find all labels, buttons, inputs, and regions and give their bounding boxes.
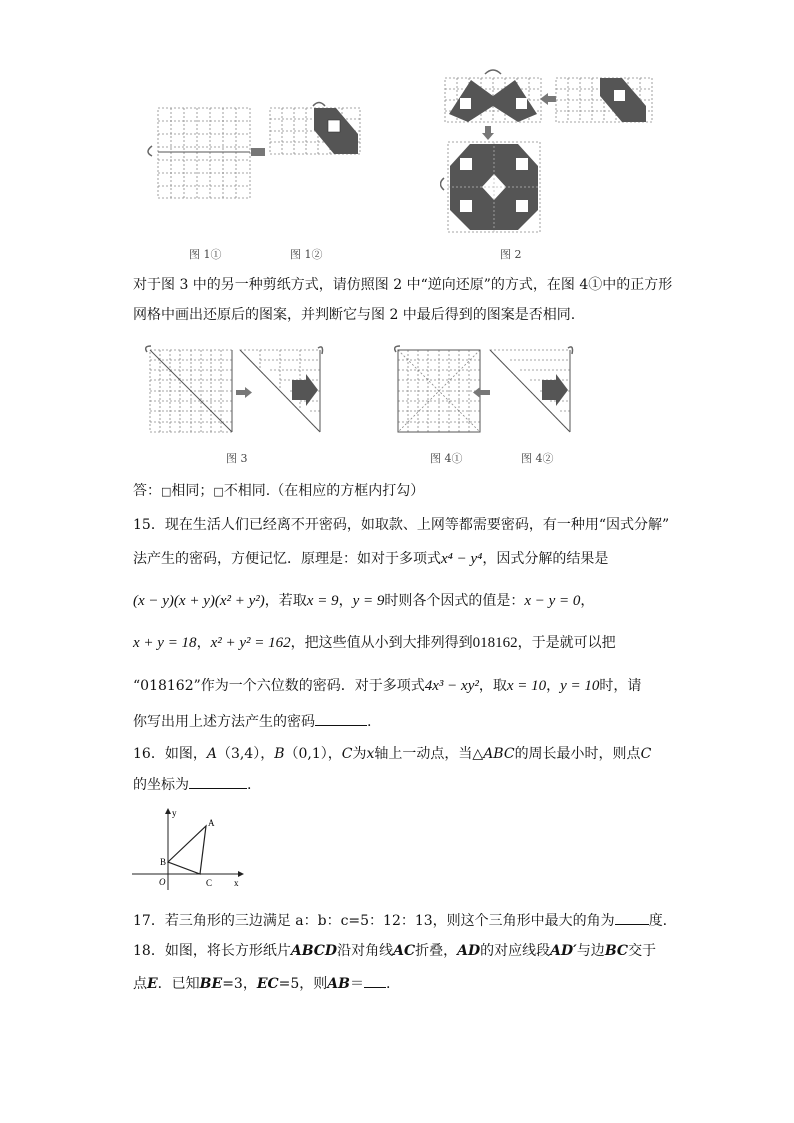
point-label: B — [274, 746, 285, 762]
q18-line-2 — [133, 973, 390, 994]
q17-text: 度. — [648, 913, 668, 929]
q16-text: 的坐标为 — [133, 777, 189, 793]
q18-text: 折叠， — [415, 943, 458, 959]
math-label: ABCD — [290, 943, 338, 959]
answer-blank[interactable] — [615, 910, 649, 925]
q18-text: 与边 — [576, 943, 605, 959]
point-label: C — [341, 746, 353, 762]
q18-text: 的对应线段 — [480, 943, 551, 959]
triangle-label: ABC — [483, 746, 515, 762]
caption-figure-2: 图 2 — [500, 248, 522, 261]
q18-text: 18．如图，将长方形纸片 — [133, 943, 291, 959]
q18-text: . — [386, 976, 391, 992]
q15-line-5 — [133, 676, 641, 696]
math-label: BE — [199, 976, 223, 992]
q15-text: ， — [338, 593, 353, 609]
answer-blank[interactable] — [315, 711, 367, 726]
math-expression: 4x³ − xy² — [424, 678, 479, 694]
q14-answer — [133, 481, 424, 502]
q17-text: 17．若三角形的三边满足 a：b：c=5：12：13，则这个三角形中最大的角为 — [133, 913, 615, 929]
x-axis-label: x — [234, 878, 239, 888]
q16-text: （3,4）， — [216, 746, 275, 762]
q16-text: 为 — [352, 746, 367, 762]
option-same: 相同； — [171, 483, 214, 499]
caption-figure-1-1: 图 1① — [189, 248, 222, 261]
math-expression: x⁴ − y⁴ — [441, 551, 483, 567]
point-label: A — [206, 746, 217, 762]
q16-line-2 — [133, 774, 251, 795]
math-expression: x² + y² = 162 — [210, 635, 291, 651]
math-label: AD — [457, 943, 481, 959]
math-label: E — [147, 976, 158, 992]
checkbox-different[interactable]: □ — [213, 485, 224, 498]
math-label: EC — [256, 976, 279, 992]
math-expression: x = 9 — [306, 593, 339, 609]
math-expression: (x − y)(x + y)(x² + y²) — [133, 593, 265, 609]
q15-text: ， — [580, 593, 595, 609]
math-label: AD′ — [550, 943, 577, 959]
q15-line-4 — [133, 633, 616, 653]
q16-text: 的周长最小时，则点 — [514, 746, 641, 762]
math-expression: x = 10 — [506, 678, 547, 694]
answer-blank[interactable] — [189, 774, 247, 789]
arrow-right-icon — [251, 148, 265, 156]
q15-text: ， — [546, 678, 561, 694]
answer-prefix: 答： — [133, 483, 161, 499]
q16-line-1 — [133, 744, 651, 764]
q15-text: 时，请 — [599, 678, 642, 694]
q15-text: ， — [196, 635, 211, 651]
y-axis-label: y — [172, 808, 177, 818]
figure-3 — [140, 344, 340, 436]
q18-text: 点 — [133, 976, 147, 992]
q18-line-1 — [133, 941, 656, 961]
figure-2 — [440, 66, 660, 236]
math-expression: x − y = 0 — [524, 593, 581, 609]
math-label: AB — [327, 976, 350, 992]
option-different: 不相同.（在相应的方框内打勾） — [223, 483, 425, 499]
q15-text: ，取 — [478, 678, 507, 694]
q15-line-2 — [133, 549, 608, 569]
math-expression: y = 9 — [352, 593, 385, 609]
q18-text: =5，则 — [278, 976, 328, 992]
caption-figure-1-2: 图 1② — [290, 248, 323, 261]
q15-text: ，因式分解的结果是 — [482, 551, 609, 567]
q15-text: . — [367, 714, 372, 730]
answer-blank[interactable] — [364, 973, 386, 988]
q15-line-1: 15．现在生活人们已经离不开密码，如取款、上网等都需要密码，有一种用“因式分解” — [133, 517, 670, 533]
figure-4 — [392, 344, 592, 436]
point-label: C — [640, 746, 652, 762]
q15-text: 时则各个因式的值是： — [384, 593, 525, 609]
q18-text: 沿对角线 — [337, 943, 394, 959]
origin-label: O — [159, 877, 166, 887]
q18-text: =3， — [222, 976, 257, 992]
q15-text: ，把这些值从小到大排列得到 — [290, 635, 473, 651]
math-number: 018162 — [472, 635, 518, 651]
q16-text: . — [247, 777, 252, 793]
figure-1-1 — [140, 100, 260, 205]
q18-text: ＝ — [350, 976, 364, 992]
label-c: C — [206, 878, 213, 888]
math-label: BC — [604, 943, 629, 959]
figure-1-2 — [268, 100, 363, 160]
q14-line-2: 网格中画出还原后的图案，并判断它与图 2 中最后得到的图案是否相同. — [133, 307, 576, 323]
q14-line-1: 对于图 3 中的另一种剪纸方式，请仿照图 2 中“逆向还原”的方式，在图 4①中的正方形 — [133, 277, 673, 293]
axis-label: x — [366, 746, 375, 762]
q15-text: “018162”作为一个六位数的密码．对于多项式 — [133, 678, 425, 694]
math-label: AC — [393, 943, 416, 959]
q18-text: 交于 — [628, 943, 657, 959]
math-expression: y = 10 — [560, 678, 600, 694]
checkbox-same[interactable]: □ — [161, 485, 172, 498]
caption-figure-3: 图 3 — [226, 452, 248, 465]
q15-line-6 — [133, 711, 371, 732]
q16-text: 轴上一动点，当△ — [374, 746, 484, 762]
q15-text: 你写出用上述方法产生的密码 — [133, 714, 315, 730]
label-a: A — [208, 818, 215, 828]
q15-line-3 — [133, 591, 594, 611]
q16-text: （0,1）， — [284, 746, 342, 762]
q15-text: ，若取 — [264, 593, 307, 609]
caption-figure-4-1: 图 4① — [430, 452, 463, 465]
label-b: B — [160, 857, 167, 867]
math-expression: x + y = 18 — [133, 635, 197, 651]
q16-text: 16．如图， — [133, 746, 207, 762]
caption-figure-4-2: 图 4② — [521, 452, 554, 465]
figure-q16-coordinate — [128, 806, 248, 892]
q15-text: ，于是就可以把 — [517, 635, 616, 651]
q15-text: 法产生的密码，方便记忆．原理是：如对于多项式 — [133, 551, 441, 567]
q17-line — [133, 910, 667, 931]
q18-text: ．已知 — [157, 976, 200, 992]
